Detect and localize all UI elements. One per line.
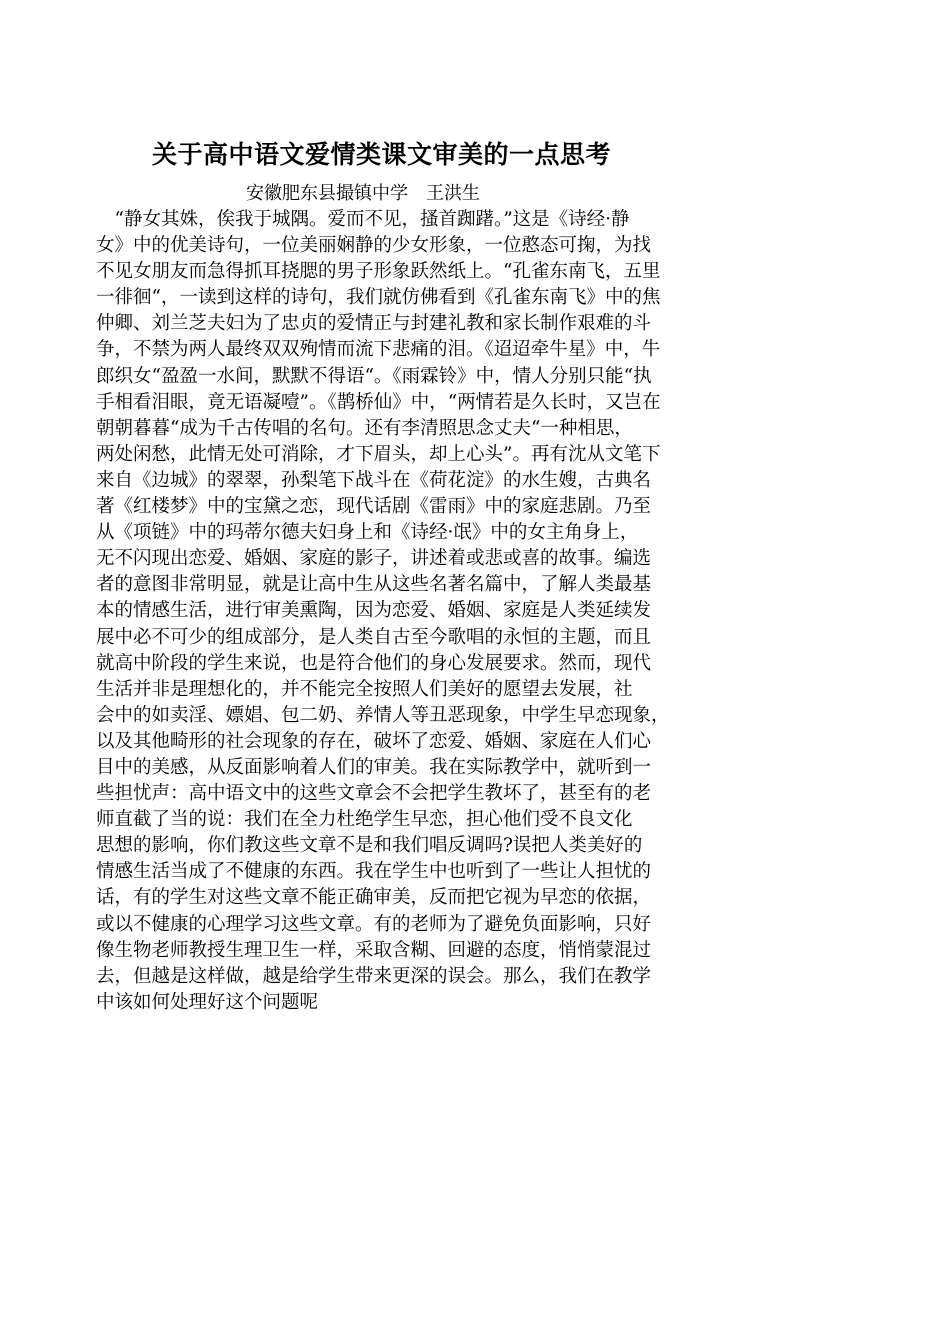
body-line: 展中必不可少的组成部分，是人类自古至今歌唱的永恒的主题，而且 [96,626,652,648]
body-line: 会中的如卖淫、嫖娼、包二奶、养情人等丑恶现象，中学生早恋现象， [96,704,670,726]
document-byline: 安徽肥东县撮镇中学 王洪生 [246,183,480,204]
body-line: 一徘徊“，一读到这样的诗句，我们就仿佛看到《孔雀东南飞》中的焦 [96,287,661,309]
body-line: 来自《边城》的翠翠，孙梨笔下战斗在《荷花淀》的水生嫂，古典名 [96,469,652,491]
body-line: 郎织女“盈盈一水间，默默不得语“。《雨霖铃》中，情人分别只能“执 [96,365,652,387]
body-line: 情感生活当成了不健康的东西。我在学生中也听到了一些让人担忧的 [96,861,652,883]
body-line: 仲卿、刘兰芝夫妇为了忠贞的爱情正与封建礼教和家长制作艰难的斗 [96,313,652,335]
body-line: 师直截了当的说：我们在全力杜绝学生早恋，担心他们受不良文化 [96,809,633,831]
document-body [96,207,796,1016]
body-line: 手相看泪眼，竟无语凝噎”。《鹊桥仙》中，“两情若是久长时，又岂在 [96,391,661,413]
body-line: 去，但越是这样做，越是给学生带来更深的误会。那么，我们在教学 [96,965,652,987]
body-line: 思想的影响，你们教这些文章不是和我们唱反调吗?误把人类美好的 [96,835,643,857]
body-line: 中该如何处理好这个问题呢 [96,991,319,1013]
body-line: 些担忧声：高中语文中的这些文章会不会把学生教坏了，甚至有的老 [96,783,652,805]
body-line: 本的情感生活，进行审美熏陶，因为恋爱、婚姻、家庭是人类延续发 [96,600,652,622]
body-line: 或以不健康的心理学习这些文章。有的老师为了避免负面影响，只好 [96,913,652,935]
body-line: 从《项链》中的玛蒂尔德夫妇身上和《诗经·氓》中的女主角身上， [96,522,639,544]
document-title: 关于高中语文爱情类课文审美的一点思考 [152,140,612,169]
body-line: 争，不禁为两人最终双双殉情而流下悲痛的泪。《迢迢牵牛星》中，牛 [96,339,661,361]
body-line: 无不闪现出恋爱、婚姻、家庭的影子，讲述着或悲或喜的故事。编选 [96,548,652,570]
body-line: “静女其姝，俟我于城隅。爱而不见，搔首踟躇。”这是《诗经·静 [96,209,630,230]
body-line: 两处闲愁，此情无处可消除，才下眉头，却上心头”。再有沈从文笔下 [96,443,661,465]
body-line: 生活并非是理想化的，并不能完全按照人们美好的愿望去发展，社 [96,678,633,700]
body-line: 像生物老师教授生理卫生一样，采取含糊、回避的态度，悄悄蒙混过 [96,939,652,961]
body-line: 女》中的优美诗句，一位美丽娴静的少女形象，一位憨态可掬，为找 [96,235,652,257]
body-line: 目中的美感，从反面影响着人们的审美。我在实际教学中，就听到一 [96,756,652,778]
body-line: 不见女朋友而急得抓耳挠腮的男子形象跃然纸上。“孔雀东南飞，五里 [96,261,661,283]
body-line: 就高中阶段的学生来说，也是符合他们的身心发展要求。然而，现代 [96,652,652,674]
body-line: 者的意图非常明显，就是让高中生从这些名著名篇中，了解人类最基 [96,574,652,596]
body-line: 著《红楼梦》中的宝黛之恋，现代话剧《雷雨》中的家庭悲剧。乃至 [96,496,652,518]
body-line: 话，有的学生对这些文章不能正确审美，反而把它视为早恋的依据， [96,887,652,909]
body-line: 朝朝暮暮“成为千古传唱的名句。还有李清照思念丈夫“一种相思， [96,417,633,439]
body-line: 以及其他畸形的社会现象的存在，破坏了恋爱、婚姻、家庭在人们心 [96,730,652,752]
